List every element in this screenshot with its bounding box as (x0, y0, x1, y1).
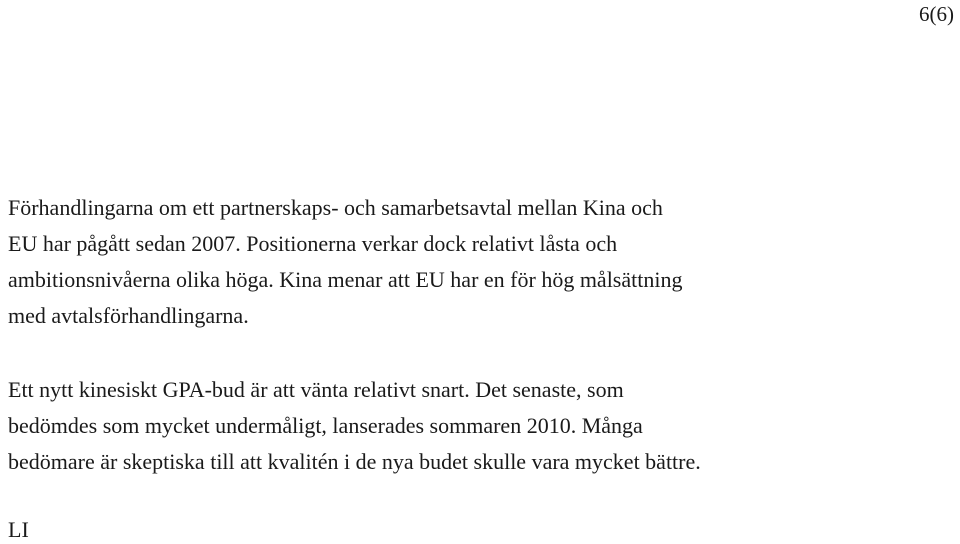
page-number: 6(6) (919, 2, 954, 26)
paragraph-partnership-agreement: Förhandlingarna om ett partnerskaps- och samarbetsavtal mellan Kina och EU har pågått sedan 2007. Positionerna verkar dock relativt låsta och ambitionsnivåerna olika höga. Kina menar att EU har en för hög målsättning med avtalsförhandlingarna. (8, 195, 683, 328)
author-initials: LI (8, 517, 29, 542)
paragraph-gpa-bid: Ett nytt kinesiskt GPA-bud är att vänta relativt snart. Det senaste, som bedömdes som mycket undermåligt, lanserades sommaren 2010. Många bedömare är skeptiska till att kvalitén i de nya budet skulle vara mycket bättre. (8, 377, 701, 474)
